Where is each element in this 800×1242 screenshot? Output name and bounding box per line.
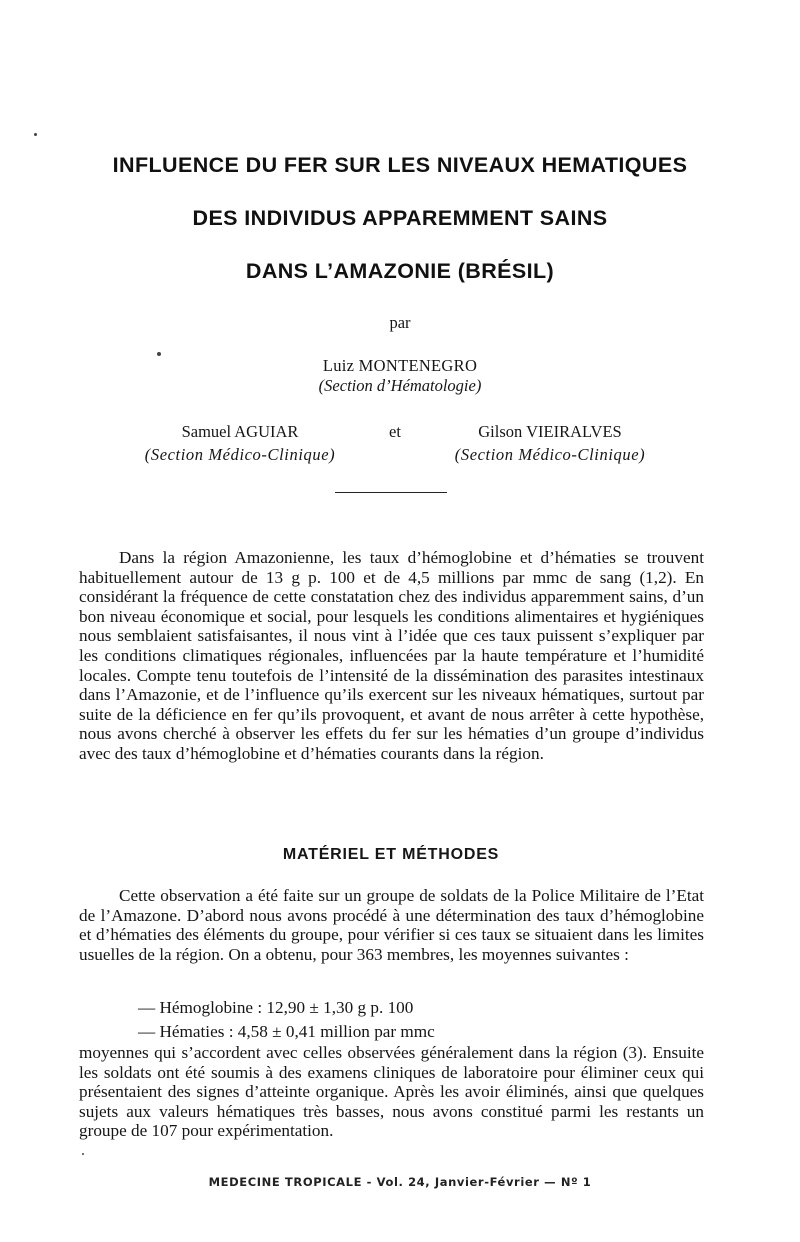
author-left-section: (Section Médico-Clinique)	[144, 445, 336, 464]
by-label: par	[389, 313, 411, 332]
formula-hemoglobin: — Hémoglobine : 12,90 ± 1,30 g p. 100	[138, 998, 414, 1017]
scan-speck	[82, 1153, 84, 1155]
title-line-2: DES INDIVIDUS APPAREMMENT SAINS	[192, 206, 608, 230]
methods-paragraph-1: Cette observation a été faite sur un groupe de soldats de la Police Militaire de l’Etat de l’Amazone. D’abord nous avons procédé à une détermination des taux d’hémoglobine et d’hématies des éléments du groupe, pour vérifier si ces taux se situaient dans les limites usuelles de la région. On a obtenu, pour 363 membres, les moyennes suivantes :	[79, 886, 704, 964]
author-right	[430, 422, 670, 465]
methods-paragraph-2: moyennes qui s’accordent avec celles observées généralement dans la région (3). Ensuite les soldats ont été soumis à des examens cliniques de laboratoire pour éliminer ceux qui présentaient des signes d’atteinte organique. Après les avoir éliminés, ainsi que quelques sujets aux valeurs hématiques très basses, nous avons constitué parmi les restants un groupe de 107 pour expérimentation.	[79, 1043, 704, 1141]
author-left-name: Samuel AGUIAR	[181, 422, 299, 441]
page-footer: MEDECINE TROPICALE - Vol. 24, Janvier-Février — Nº 1	[208, 1175, 592, 1189]
author-left	[130, 422, 350, 465]
title-line-1: INFLUENCE DU FER SUR LES NIVEAUX HEMATIQUES	[112, 153, 688, 177]
formula-hematies: — Hématies : 4,58 ± 0,41 million par mmc	[138, 1022, 435, 1041]
author-right-name: Gilson VIEIRALVES	[478, 422, 622, 441]
scan-speck	[34, 133, 37, 136]
author-right-section: (Section Médico-Clinique)	[454, 445, 646, 464]
intro-paragraph: Dans la région Amazonienne, les taux d’hémoglobine et d’hématies se trouvent habituellement autour de 13 g p. 100 et de 4,5 millions par mmc de sang (1,2). En considérant la fréquence de cette constatation chez des individus apparemment sains, d’un bon niveau économique et social, pour lesquels les conditions alimentaires et hygiéniques nous semblaient satisfaisantes, il nous vint à l’idée que ces taux puissent s’expliquer par les conditions climatiques régionales, influencées par la haute température et l’humidité locales. Compte tenu toutefois de l’intensité de la dissémination des parasites intestinaux dans l’Amazonie, et de l’influence qu’ils exercent sur les niveaux hématiques, surtout par suite de la déficience en fer qu’ils provoquent, et avant de nous arrêter à cette hypothèse, nous avons cherché à observer les effets du fer sur les hématies d’un groupe d’individus avec des taux d’hémoglobine et d’hématies courants dans la région.	[79, 548, 704, 763]
author-main-name: Luiz MONTENEGRO	[322, 356, 478, 375]
section-heading: MATÉRIEL ET MÉTHODES	[282, 846, 500, 863]
title-line-3: DANS L’AMAZONIE (BRÉSIL)	[245, 259, 555, 283]
author-conjunction: et	[389, 422, 401, 441]
author-main-section: (Section d’Hématologie)	[318, 376, 482, 395]
separator-rule	[335, 492, 447, 493]
